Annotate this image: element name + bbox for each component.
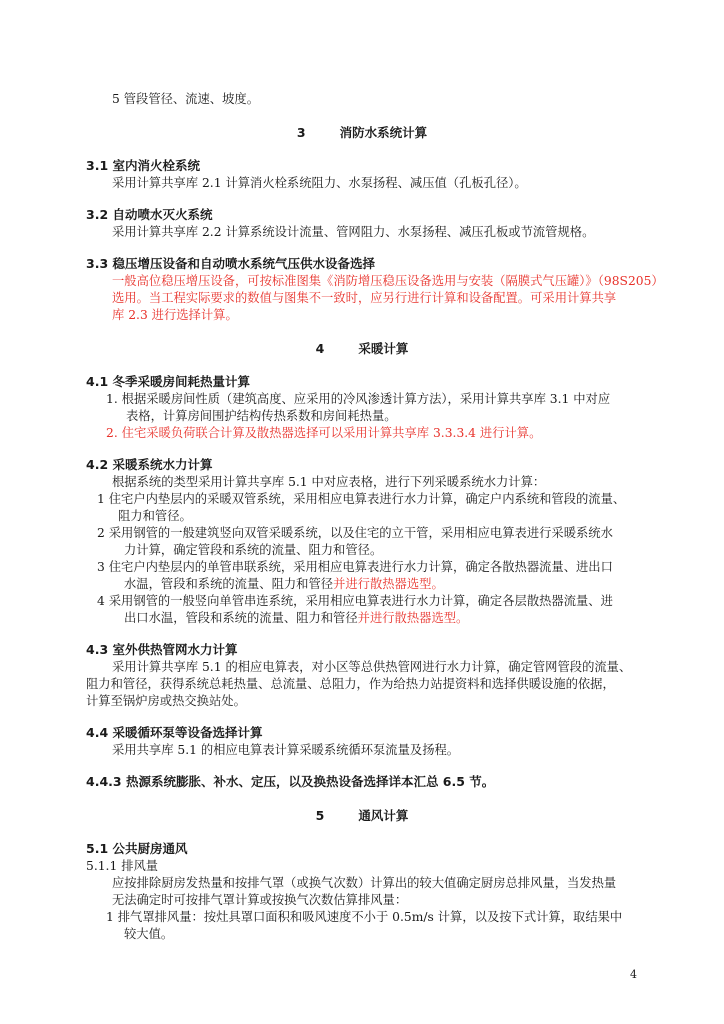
section-heading-3-1: 3.1 室内消火栓系统 [86,158,200,173]
text-run: 出口水温，管段和系统的流量、阻力和管径 [124,611,358,625]
list-item-line: 4 采用钢管的一般竖向单管串连系统，采用相应电算表进行水力计算，确定各层散热器流量、进 [97,594,613,608]
text-run-highlight: 并进行散热器选型。 [333,577,444,591]
paragraph-line: 计算至锅炉房或热交换站处。 [86,694,246,708]
chapter-3-title [0,125,724,141]
chapter-title: 采暖计算 [358,341,409,356]
paragraph-line: 采用计算共享库 5.1 的相应电算表，对小区等总供热管网进行水力计算，确定管网管段的流量、 [112,660,632,674]
section-heading-3-3: 3.3 稳压增压设备和自动喷水系统气压供水设备选择 [86,256,375,271]
list-item-line: 1 住宅户内垫层内的采暖双管系统，采用相应电算表进行水力计算，确定户内系统和管段的流量、 [97,492,626,506]
chapter-title: 通风计算 [358,808,409,823]
page-number: 4 [630,968,637,981]
list-item-line: 2 采用钢管的一般建筑竖向双管采暖系统，以及住宅的立干管，采用相应电算表进行采暖系统水 [97,526,613,540]
section-heading-4-4: 4.4 采暖循环泵等设备选择计算 [86,725,263,740]
paragraph: 根据系统的类型采用计算共享库 5.1 中对应表格，进行下列采暖系统水力计算： [112,475,546,489]
paragraph-line: 无法确定时可按排气罩计算或按换气次数估算排风量： [112,893,408,907]
section-heading-5-1: 5.1 公共厨房通风 [86,841,188,856]
subsection-heading: 5.1.1 排风量 [86,859,159,873]
paragraph: 采用计算共享库 2.2 计算系统设计流量、管网阻力、水泵扬程、减压孔板或节流管规格。 [112,225,595,239]
chapter-number: 3 [296,125,306,140]
paragraph-line: 选用。当工程实际要求的数值与图集不一致时，应另行进行计算和设备配置。可采用计算共享 [112,291,617,305]
list-item-line: 表格，计算房间围护结构传热系数和房间耗热量。 [126,409,397,423]
chapter-number: 4 [315,341,325,356]
section-heading-4-1: 4.1 冬季采暖房间耗热量计算 [86,374,250,389]
paragraph-line: 阻力和管径，获得系统总耗热量、总流量、总阻力，作为给热力站提资料和选择供暖设施的依据， [86,677,615,691]
paragraph-line: 库 2.3 进行选择计算。 [112,308,238,322]
list-item-line [124,576,444,592]
intro-item: 5 管段管径、流速、坡度。 [112,92,259,106]
paragraph: 采用计算共享库 2.1 计算消火栓系统阻力、水泵扬程、减压值（孔板孔径）。 [112,176,527,190]
list-item-line: 1. 根据采暖房间性质（建筑高度、应采用的冷风渗透计算方法），采用计算共享库 3.1 中对应 [106,392,611,406]
list-item-line: 1 排气罩排风量：按灶具罩口面积和吸风速度不小于 0.5m/s 计算，以及按下式计算，取结果中 [106,910,623,924]
chapter-title: 消防水系统计算 [339,125,428,140]
section-heading-4-3: 4.3 室外供热管网水力计算 [86,642,238,657]
section-heading-4-4-3: 4.4.3 热源系统膨胀、补水、定压，以及换热设备选择详本汇总 6.5 节。 [86,774,495,789]
section-heading-3-2: 3.2 自动喷水灭火系统 [86,207,213,222]
paragraph: 采用共享库 5.1 的相应电算表计算采暖系统循环泵流量及扬程。 [112,743,460,757]
list-item-line [124,610,468,626]
chapter-5-title [0,808,724,824]
list-item-line: 3 住宅户内垫层内的单管串联系统，采用相应电算表进行水力计算，确定各散热器流量、进出口 [97,560,613,574]
list-item-line: 较大值。 [124,927,174,941]
list-item-line: 阻力和管径。 [118,509,192,523]
paragraph-line: 一般高位稳压增压设备，可按标准图集《消防增压稳压设备选用与安装（隔膜式气压罐）》（98S205） [112,274,664,288]
chapter-4-title [0,341,724,357]
text-run-highlight: 并进行散热器选型。 [357,611,469,625]
chapter-number: 5 [315,808,325,823]
text-run: 水温，管段和系统的流量、阻力和管径 [124,577,334,591]
section-heading-4-2: 4.2 采暖系统水力计算 [86,457,213,472]
paragraph-line: 应按排除厨房发热量和按排气罩（或换气次数）计算出的较大值确定厨房总排风量，当发热量 [112,876,617,890]
list-item-line: 2. 住宅采暖负荷联合计算及散热器选择可以采用计算共享库 3.3.3.4 进行计算。 [106,426,542,440]
list-item-line: 力计算，确定管段和系统的流量、阻力和管径。 [124,543,383,557]
